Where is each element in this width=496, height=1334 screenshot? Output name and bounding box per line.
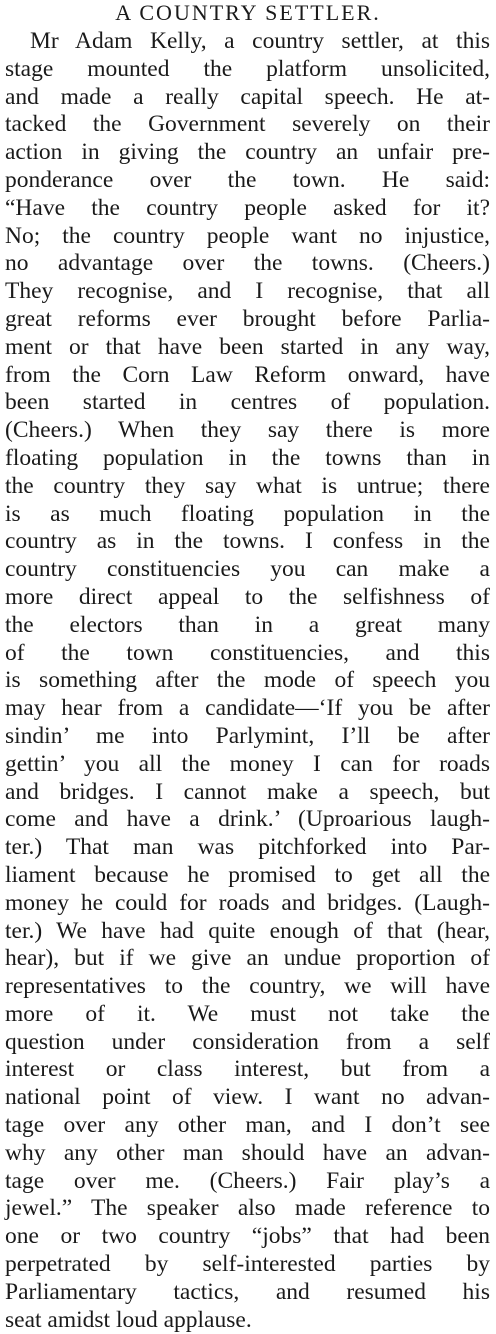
article-line: Mr Adam Kelly, a country settler, at this xyxy=(30,28,490,54)
article-line: They recognise, and I recognise, that all xyxy=(5,278,490,305)
article-line: stage mounted the platform unsolicited, xyxy=(5,55,490,82)
article-line: country as in the towns. I confess in the xyxy=(5,528,490,555)
article-line: and bridges. I cannot make a speech, but xyxy=(5,778,490,805)
article-line: “Have the country people asked for it? xyxy=(5,194,490,221)
article-line: ponderance over the town. He said: xyxy=(5,166,490,193)
article-line: No; the country people want no injustice, xyxy=(5,222,490,249)
article-line: ter.) We have had quite enough of that (hear, xyxy=(5,917,490,944)
article-headline: A COUNTRY SETTLER. xyxy=(115,0,381,25)
article-line: money he could for roads and bridges. (Laugh- xyxy=(5,889,490,916)
article-line: seat amidst loud applause. xyxy=(5,1306,252,1333)
article-line: and made a really capital speech. He at- xyxy=(5,83,490,110)
article-line: question under consideration from a self xyxy=(5,1028,490,1055)
article-line: tacked the Government severely on their xyxy=(5,111,490,138)
article-line: country constituencies you can make a xyxy=(5,556,490,583)
article-line: the electors than in a great many xyxy=(5,611,490,638)
article-line: ment or that have been started in any way, xyxy=(5,333,490,360)
article-line: of the town constituencies, and this xyxy=(5,639,490,666)
article-line: tage over me. (Cheers.) Fair play’s a xyxy=(5,1167,490,1194)
article-line: the country they say what is untrue; there xyxy=(5,472,490,499)
article-line: one or two country “jobs” that had been xyxy=(5,1223,490,1250)
article-line: (Cheers.) When they say there is more xyxy=(5,417,490,444)
article-line: ter.) That man was pitchforked into Par- xyxy=(5,834,490,861)
article-line: is something after the mode of speech you xyxy=(5,667,490,694)
article-line: more direct appeal to the selfishness of xyxy=(5,583,490,610)
article-line: perpetrated by self-interested parties by xyxy=(5,1251,490,1278)
article-line: no advantage over the towns. (Cheers.) xyxy=(5,250,490,277)
article-line: liament because he promised to get all the xyxy=(5,861,490,888)
article-line: is as much floating population in the xyxy=(5,500,490,527)
article-body xyxy=(0,28,496,1334)
article-line: may hear from a candidate—‘If you be after xyxy=(5,695,490,722)
article-line: sindin’ me into Parlymint, I’ll be after xyxy=(5,722,490,749)
article-line: gettin’ you all the money I can for roads xyxy=(5,750,490,777)
article-line: been started in centres of population. xyxy=(5,389,490,416)
article-line: hear), but if we give an undue proportion of xyxy=(5,945,490,972)
article-line: jewel.” The speaker also made reference to xyxy=(5,1195,490,1222)
article-line: tage over any other man, and I don’t see xyxy=(5,1112,490,1139)
article-line: great reforms ever brought before Parlia- xyxy=(5,305,490,332)
article-line: more of it. We must not take the xyxy=(5,1000,490,1027)
article-line: action in giving the country an unfair pre- xyxy=(5,139,490,166)
article-line: interest or class interest, but from a xyxy=(5,1056,490,1083)
article-line: national point of view. I want no advan- xyxy=(5,1084,490,1111)
article-line: why any other man should have an advan- xyxy=(5,1139,490,1166)
article-line: representatives to the country, we will have xyxy=(5,973,490,1000)
article-line: Parliamentary tactics, and resumed his xyxy=(5,1278,490,1305)
article-line: from the Corn Law Reform onward, have xyxy=(5,361,490,388)
article-line: come and have a drink.’ (Uproarious laugh- xyxy=(5,806,490,833)
article-line: floating population in the towns than in xyxy=(5,444,490,471)
